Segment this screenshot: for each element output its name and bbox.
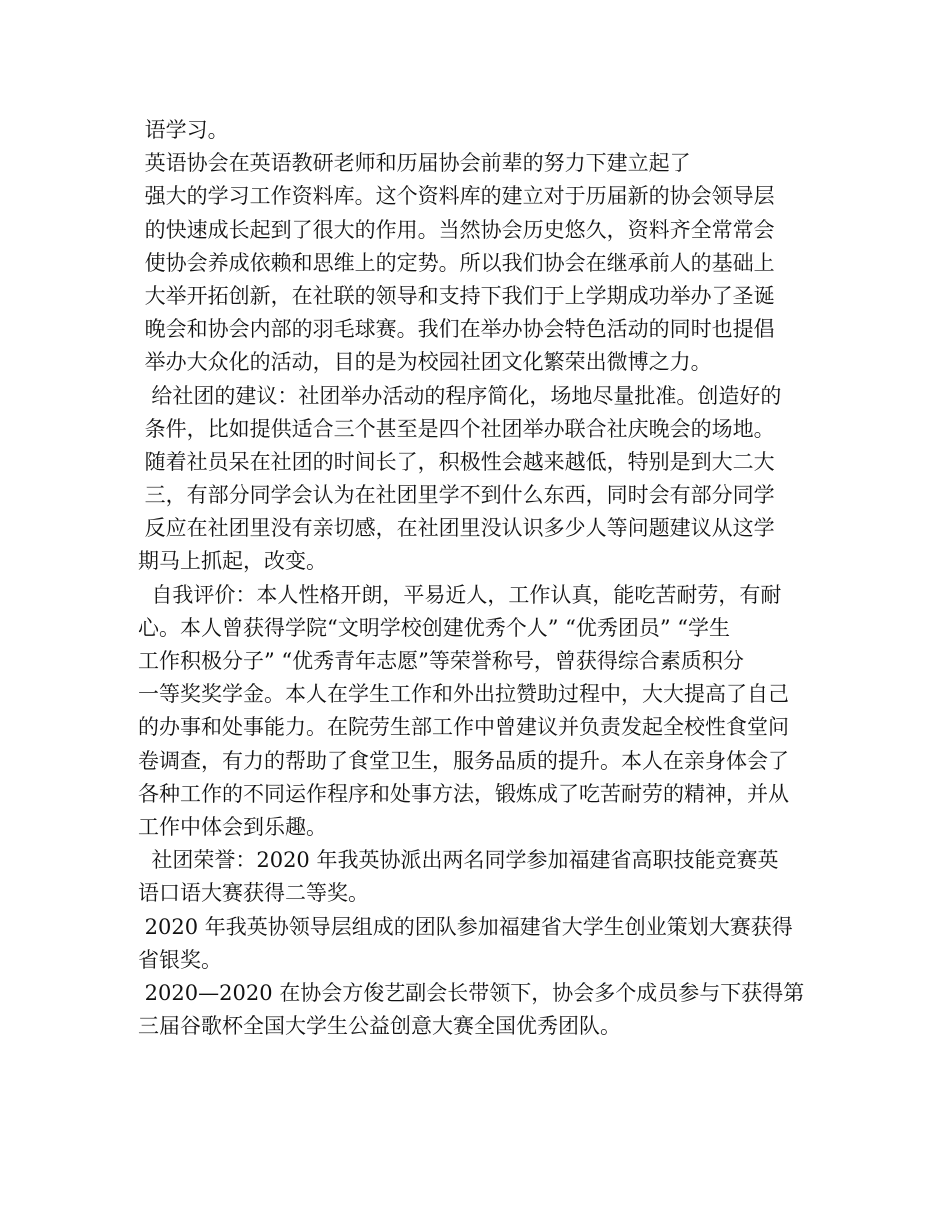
text-line: 三届谷歌杯全国大学生公益创意大赛全国优秀团队。 bbox=[138, 1014, 621, 1039]
text-line: 2020 年我英协领导层组成的团队参加福建省大学生创业策划大赛获得 bbox=[138, 914, 793, 939]
text-line: 语学习。 bbox=[138, 118, 229, 142]
text-line: 自我评价：本人性格开朗，平易近人，工作认真，能吃苦耐劳，有耐 bbox=[138, 582, 782, 607]
text-line: 给社团的建议：社团举办活动的程序简化，场地尽量批准。创造好的 bbox=[138, 383, 782, 408]
text-line: 随着社员呆在社团的时间长了，积极性会越来越低，特别是到大二大 bbox=[138, 449, 775, 474]
text-line: 强大的学习工作资料库。这个资料库的建立对于历届新的协会领导层 bbox=[138, 184, 775, 209]
text-line: 使协会养成依赖和思维上的定势。所以我们协会在继承前人的基础上 bbox=[138, 250, 775, 275]
document-body bbox=[138, 114, 818, 1043]
text-line: 社团荣誉：2020 年我英协派出两名同学参加福建省高职技能竞赛英 bbox=[138, 848, 779, 873]
text-line: 三，有部分同学会认为在社团里学不到什么东西，同时会有部分同学 bbox=[138, 483, 775, 508]
text-line: 一等奖奖学金。本人在学生工作和外出拉赞助过程中，大大提高了自己 bbox=[138, 682, 789, 707]
text-line: 英语协会在英语教研老师和历届协会前辈的努力下建立起了 bbox=[138, 151, 691, 176]
text-line: 晚会和协会内部的羽毛球赛。我们在举办协会特色活动的同时也提倡 bbox=[138, 317, 775, 342]
text-line: 语口语大赛获得二等奖。 bbox=[138, 881, 369, 906]
text-line: 各种工作的不同运作程序和处事方法，锻炼成了吃苦耐劳的精神，并从 bbox=[138, 781, 789, 806]
text-line: 工作积极分子” “优秀青年志愿”等荣誉称号，曾获得综合素质积分 bbox=[138, 649, 744, 673]
text-line: 的快速成长起到了很大的作用。当然协会历史悠久，资料齐全常常会 bbox=[138, 217, 775, 242]
text-line: 的办事和处事能力。在院劳生部工作中曾建议并负责发起全校性食堂问 bbox=[138, 715, 789, 740]
text-line: 2020—2020 在协会方俊艺副会长带领下，协会多个成员参与下获得第 bbox=[138, 980, 805, 1005]
text-line: 期马上抓起，改变。 bbox=[138, 549, 327, 574]
text-line: 大举开拓创新，在社联的领导和支持下我们于上学期成功举办了圣诞 bbox=[138, 283, 775, 308]
text-line: 省银奖。 bbox=[138, 947, 222, 972]
text-line: 举办大众化的活动，目的是为校园社团文化繁荣出微博之力。 bbox=[138, 350, 712, 375]
text-line: 卷调查，有力的帮助了食堂卫生，服务品质的提升。本人在亲身体会了 bbox=[138, 748, 789, 773]
text-line: 反应在社团里没有亲切感，在社团里没认识多少人等问题建议从这学 bbox=[138, 516, 775, 541]
text-line: 心。本人曾获得学院“文明学校创建优秀个人” “优秀团员” “学生 bbox=[138, 615, 731, 640]
text-line: 条件，比如提供适合三个甚至是四个社团举办联合社庆晚会的场地。 bbox=[138, 416, 775, 441]
text-line: 工作中体会到乐趣。 bbox=[138, 814, 327, 839]
